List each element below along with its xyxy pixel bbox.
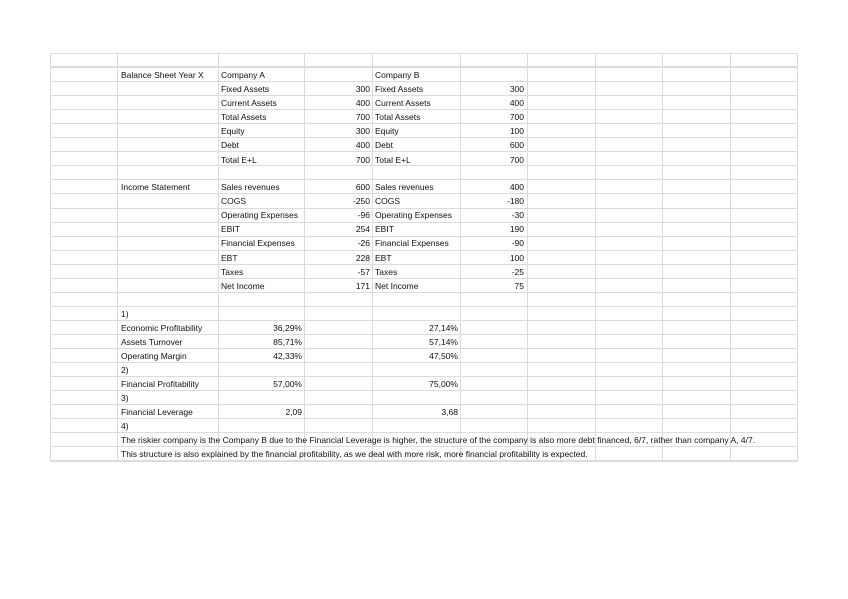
income-row-value-a: 171 bbox=[355, 280, 370, 291]
income-row-label-b: Operating Expenses bbox=[375, 210, 453, 221]
income-row-value-a: 228 bbox=[355, 252, 370, 263]
income-row-value-a: -250 bbox=[352, 196, 370, 207]
income-row-value-a: 600 bbox=[355, 182, 370, 192]
balance-row-label-b: Current Assets bbox=[375, 98, 431, 109]
balance-row-label-a: Total E+L bbox=[221, 154, 257, 165]
income-row-label-a: COGS bbox=[221, 196, 247, 207]
balance-row-value-b: 400 bbox=[509, 98, 524, 109]
income-row-value-b: -25 bbox=[511, 266, 524, 277]
conclusion-line-2: This structure is also explained by the financial profitability, as we deal with more risk, more financial profitability is expected. bbox=[121, 449, 588, 459]
balance-row-value-b: 700 bbox=[509, 154, 524, 165]
income-row-label-b: Taxes bbox=[375, 266, 398, 277]
economic-profitability-a: 36,29% bbox=[273, 323, 302, 333]
income-row-label-b: EBT bbox=[375, 252, 392, 263]
assets-turnover-b: 57,14% bbox=[429, 337, 458, 347]
income-row-value-b: -180 bbox=[506, 196, 524, 207]
question-4-label: 4) bbox=[121, 421, 129, 431]
income-row-label-b: Sales revenues bbox=[375, 182, 434, 192]
income-row-value-b: 100 bbox=[509, 252, 524, 263]
income-row-value-b: 400 bbox=[509, 182, 524, 192]
income-row-value-a: -96 bbox=[357, 210, 370, 221]
income-row-label-b: Net Income bbox=[375, 280, 419, 291]
balance-row-value-a: 400 bbox=[355, 98, 370, 109]
question-2-label: 2) bbox=[121, 365, 129, 375]
income-row-label-a: Sales revenues bbox=[221, 182, 280, 192]
question-3-label: 3) bbox=[121, 393, 129, 403]
economic-profitability-label: Economic Profitability bbox=[121, 323, 203, 333]
balance-row-label-a: Current Assets bbox=[221, 98, 277, 109]
balance-row-value-a: 400 bbox=[355, 140, 370, 151]
income-row-label-b: Financial Expenses bbox=[375, 238, 449, 249]
income-row-value-b: -90 bbox=[511, 238, 524, 249]
balance-row-value-a: 700 bbox=[355, 112, 370, 123]
income-row-label-b: EBIT bbox=[375, 224, 394, 235]
balance-row-value-b: 600 bbox=[509, 140, 524, 151]
operating-margin-a: 42,33% bbox=[273, 351, 302, 361]
balance-row-label-b: Fixed Assets bbox=[375, 84, 424, 94]
financial-profitability-a: 57,00% bbox=[273, 379, 302, 389]
operating-margin-b: 47,50% bbox=[429, 351, 458, 361]
income-row-value-b: 190 bbox=[509, 224, 524, 235]
financial-profitability-label: Financial Profitability bbox=[121, 379, 199, 389]
income-statement-title: Income Statement bbox=[121, 182, 190, 192]
balance-row-value-b: 100 bbox=[509, 126, 524, 137]
balance-row-label-b: Debt bbox=[375, 140, 393, 151]
assets-turnover-label: Assets Turnover bbox=[121, 337, 183, 347]
income-row-value-a: -57 bbox=[357, 266, 370, 277]
economic-profitability-b: 27,14% bbox=[429, 323, 458, 333]
balance-row-label-b: Total E+L bbox=[375, 154, 411, 165]
operating-margin-label: Operating Margin bbox=[121, 351, 187, 361]
balance-row-label-a: Total Assets bbox=[221, 112, 267, 123]
company-b-header: Company B bbox=[375, 70, 420, 80]
income-row-label-b: COGS bbox=[375, 196, 401, 207]
income-row-value-b: 75 bbox=[514, 280, 524, 291]
company-a-header: Company A bbox=[221, 70, 265, 80]
balance-row-value-b: 300 bbox=[509, 84, 524, 94]
financial-profitability-b: 75,00% bbox=[429, 379, 458, 389]
balance-sheet-title: Balance Sheet Year X bbox=[121, 70, 204, 80]
financial-leverage-a: 2,09 bbox=[285, 407, 302, 417]
balance-row-label-a: Equity bbox=[221, 126, 245, 137]
financial-leverage-label: Financial Leverage bbox=[121, 407, 193, 417]
income-row-label-a: EBT bbox=[221, 252, 238, 263]
income-row-label-a: Net Income bbox=[221, 280, 265, 291]
balance-row-label-a: Debt bbox=[221, 140, 239, 151]
income-row-value-b: -30 bbox=[511, 210, 524, 221]
balance-row-label-a: Fixed Assets bbox=[221, 84, 270, 94]
question-1-label: 1) bbox=[121, 309, 129, 319]
conclusion-line-1: The riskier company is the Company B due to the Financial Leverage is higher, the structure of the company is also more debt financed, 6/7, rather than company A, 4/7. bbox=[121, 435, 756, 445]
balance-row-label-b: Equity bbox=[375, 126, 399, 137]
spreadsheet-grid bbox=[50, 53, 798, 462]
income-row-label-a: Financial Expenses bbox=[221, 238, 295, 249]
financial-leverage-b: 3,68 bbox=[441, 407, 458, 417]
income-row-label-a: Operating Expenses bbox=[221, 210, 299, 221]
income-row-value-a: -26 bbox=[357, 238, 370, 249]
income-row-value-a: 254 bbox=[355, 224, 370, 235]
balance-row-value-a: 700 bbox=[355, 154, 370, 165]
balance-row-value-a: 300 bbox=[355, 84, 370, 94]
balance-row-value-b: 700 bbox=[509, 112, 524, 123]
income-row-label-a: EBIT bbox=[221, 224, 240, 235]
income-row-label-a: Taxes bbox=[221, 266, 244, 277]
assets-turnover-a: 85,71% bbox=[273, 337, 302, 347]
balance-row-value-a: 300 bbox=[355, 126, 370, 137]
balance-row-label-b: Total Assets bbox=[375, 112, 421, 123]
